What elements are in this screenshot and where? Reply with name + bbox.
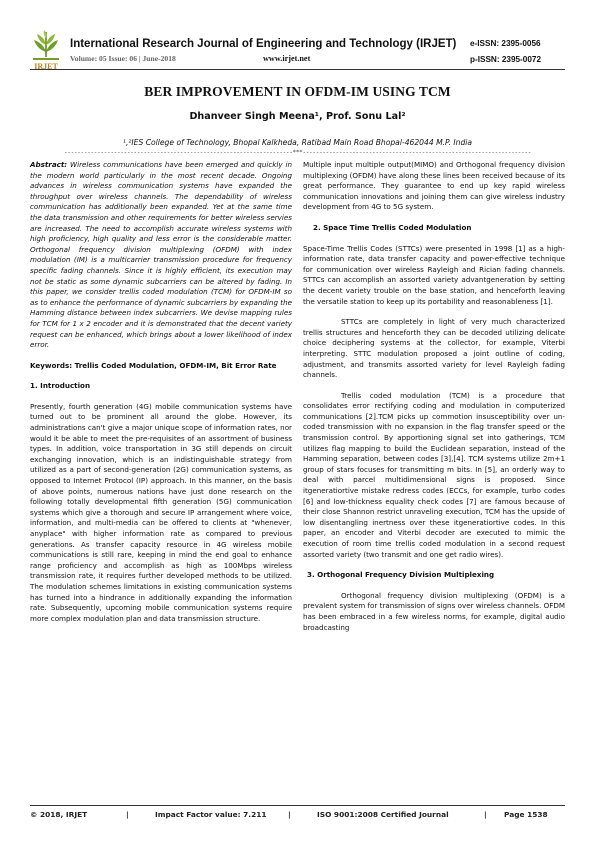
- footer-divider: [30, 805, 565, 806]
- sttc-paragraph-2: STTCs are completely in light of very much characterized trellis structures and henceforth they can be decoded utilizing delicate choice deciphering systems at the collector, for example, Viterbi interpreting. STTC modulation proposed a joint outline of coding, adjustment, and transmits assorted variety for level Rayleigh fading channels.: [303, 317, 565, 380]
- irjet-logo: [30, 28, 62, 72]
- volume-issue-line: Volume: 05 Issue: 06 | June-2018: [70, 54, 176, 63]
- abstract: [30, 160, 292, 351]
- sttc-paragraph-1: Space-Time Trellis Codes (STTCs) were presented in 1998 [1] as a high-information rate, data transfer capacity and power-effective technique for communication over wireless Rayleigh and Rician fading channels. STTCs can accomplish an assorted variety advantgeneration by setting the decent variety trouble on the base station, and henceforth leaving the versatile station to keep up its portability and reasonableness [1].: [303, 243, 565, 306]
- ofdm-paragraph-1: Orthogonal frequency division multiplexing (OFDM) is a prevalent system for transmission of signs over wireless channels. OFDM has been embraced in a few wireless norms, for example, digital audio broadcasting: [303, 590, 565, 632]
- journal-title: International Research Journal of Engineering and Technology (IRJET): [70, 38, 457, 50]
- right-column: [303, 160, 565, 633]
- paper-title: BER IMPROVEMENT IN OFDM-IM USING TCM: [144, 84, 451, 99]
- footer-copyright: © 2018, IRJET: [30, 810, 88, 819]
- sttc-paragraph-3: Trellis coded modulation (TCM) is a procedure that consolidates error rectifying coding and modulation in computerized communications [2].TCM picks up commotion insusceptibility over un-coded transmission with no expansion in the flag transfer speed or the transmission control. By apportioning signal set into gatherings, TCM utilizes flag mapping to build the Euclidean separation, instead of the Hamming separation, between codes [3],[4]. TCM systems utilize 2m+1 group of stars focuses for transmitting m bits. In [5], an orderly way to deal with parcel multidimensional signs is proposed. Since itgeneratiortive mistake redress codes (ECCs, for example, turbo codes [6] and low-thickness equality check codes [7] are famous because of their close Shannon restrict unraveling execution, TCM has the upside of low disentangling inertness over these itgeneratiortive codes. In this paper, an encoder and Viterbi decoder are executed to mimic the execution of room time trellis coded modulation in a second request assorted variety (two transmit and one get radio wires).: [303, 390, 565, 559]
- abstract-label: Abstract:: [30, 160, 68, 169]
- footer-impact-factor: Impact Factor value: 7.211: [155, 810, 267, 819]
- footer-divider-3: |: [484, 810, 487, 819]
- left-column: [30, 160, 292, 624]
- footer-divider-2: |: [288, 810, 291, 819]
- affiliation: ¹,²IES College of Technology, Bhopal Kalkheda, Ratibad Main Road Bhopal-462044 M.P. India: [122, 138, 473, 147]
- journal-url: www.irjet.net: [263, 54, 311, 63]
- section-heading-ofdm: 3. Orthogonal Frequency Division Multiplexing: [307, 570, 495, 580]
- section-heading-introduction: 1. Introduction: [30, 381, 91, 391]
- p-issn: p-ISSN: 2395-0072: [470, 55, 541, 64]
- footer-page-number: Page 1538: [504, 810, 548, 819]
- section-heading-sttcm: 2. Space Time Trellis Coded Modulation: [313, 222, 472, 232]
- separator-line: ---------------------------------------------------------------------***---------------------------------------------------------------------: [63, 149, 532, 156]
- footer-divider-1: |: [126, 810, 129, 819]
- header-divider: [30, 69, 565, 70]
- authors: Dhanveer Singh Meena¹, Prof. Sonu Lal²: [189, 111, 406, 122]
- e-issn: e-ISSN: 2395-0056: [470, 39, 541, 48]
- abstract-text: Wireless communications have been emerged and quickly in the modern world particularly in the most recent decade. Ongoing advances in wireless communication systems have expanded the throughput over wireless channels. The dependability of wireless communication has additionally been expanded. Yet at the same time the data transmission and other requirements for better wireless servies are increased. The need to accomplish accurate wireless systems with high proficiency, high quality and less error is the considerable matter. Orthogonal frequency division multiplexing (OFDM) with index modulation (IM) is a multicarrier transmission procedure for frequency specific fading channels. Since it is highly efficient, its execution may not be static as some dynamic subcarriers can be altered by fading. In this paper, we consider trellis coded modulation (TCM) for OFDM-IM so as to enhance the performance of dynamic subcarriers by expanding the Hamming distance between index subcarriers. We devise mapping rules for TCM for 1 x 2 encoder and it is demonstrated that the decent variety request can be enhanced, which brings about a lower likelihood of index error.: [30, 160, 292, 350]
- svg-text:IRJET: IRJET: [34, 62, 58, 71]
- keywords: Keywords: Trellis Coded Modulation, OFDM-IM, Bit Error Rate: [30, 360, 277, 370]
- introduction-continued: Multiple input multiple output(MIMO) and Orthogonal frequency division multiplexing (OFDM) have along these lines been received because of its great performance. They guarantee to end up key rapid wireless communication innovations and joining them can give wireless industry development from 4G to 5G system.: [303, 160, 565, 212]
- footer-iso: ISO 9001:2008 Certified Journal: [317, 810, 449, 819]
- introduction-paragraph: Presently, fourth generation (4G) mobile communication systems have turned out to be prominent all around the globe. However, its administrations can't give a major unique scope of information rates, nor would it be able to meet the pre-requisites of an assortment of business types. In addition, voice transportation in 3G still depends on circuit exchanging innovation, which is an indistinguishable strategy from utilized as a part of second-generation (2G) communication systems, as opposed to Internet Protocol (IP) approach. In this manner, on the basis of above points, numerous nations have just done research on the following totally developmental fifth generation (5G) communication systems which give a thorough and secure IP arrangement where voice, information, and multi-media can be offered to clients at "whenever, anyplace" with higher information rate as compared to previous generations. As transfer capacity resource in 4G wireless mobile communications is still rare, keeping in mind the end goal to enhance range proficiency and accomplish as high as 100Mbps wireless transmission rate, it requires further developed methods to be utilized. The modulation schemes limitations in existing communication systems has turned into a hindrance in additionally expanding the information rate. Subsequently, upcoming mobile communication systems require more complex modulation plan and data transmission structure.: [30, 401, 292, 623]
